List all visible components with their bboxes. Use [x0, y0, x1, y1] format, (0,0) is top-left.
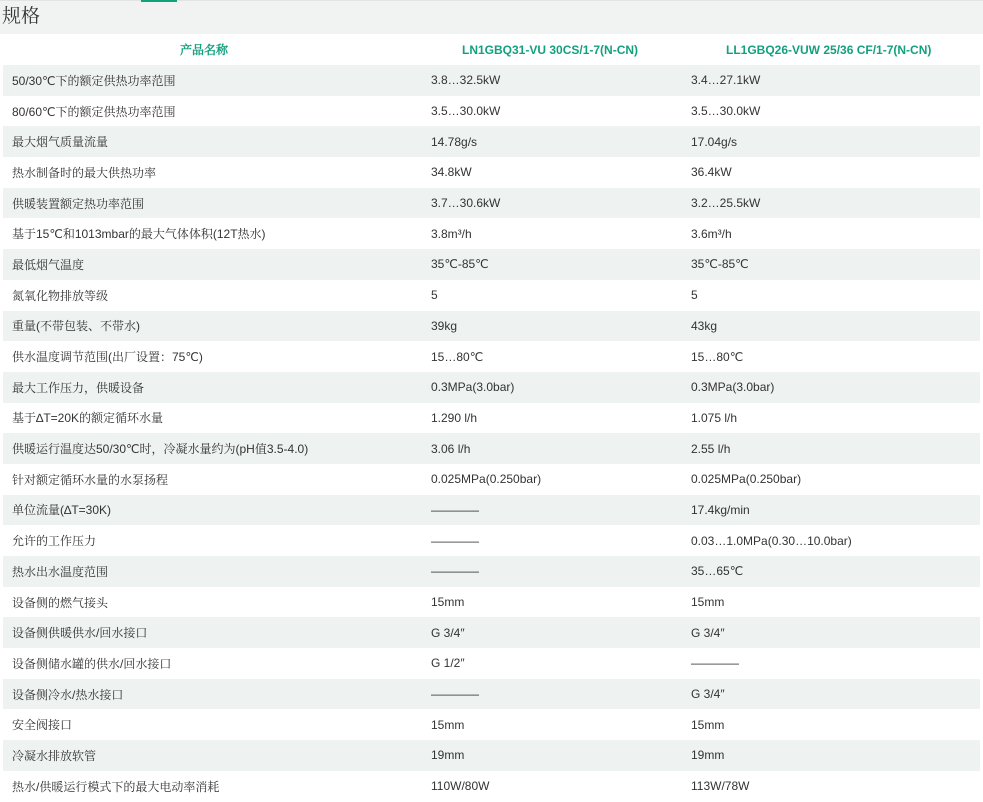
spec-value-model-2: 15mm [686, 587, 980, 618]
spec-value-model-1: 5 [425, 280, 686, 311]
spec-name: 安全阀接口 [3, 709, 425, 740]
spec-value-model-2: 2.55 l/h [686, 433, 980, 464]
table-row [3, 740, 980, 771]
table-row [3, 617, 980, 648]
spec-value-model-2: 17.4kg/min [686, 495, 980, 526]
spec-value-model-1: G 3/4″ [425, 617, 686, 648]
spec-name: 针对额定循环水量的水泵扬程 [3, 464, 425, 495]
spec-name: 设备侧的燃气接头 [3, 587, 425, 618]
spec-value-model-1: 35℃-85℃ [425, 249, 686, 280]
spec-value-model-2: 43kg [686, 311, 980, 342]
spec-value-model-1: 15mm [425, 709, 686, 740]
table-row [3, 679, 980, 710]
spec-value-model-2: 17.04g/s [686, 126, 980, 157]
spec-value-model-1: 34.8kW [425, 157, 686, 188]
spec-value-model-2: 36.4kW [686, 157, 980, 188]
spec-value-model-2: 0.03…1.0MPa(0.30…10.0bar) [686, 525, 980, 556]
table-row [3, 341, 980, 372]
spec-value-model-1: 3.7…30.6kW [425, 188, 686, 219]
spec-name: 最大工作压力，供暖设备 [3, 372, 425, 403]
table-row [3, 372, 980, 403]
spec-name: 设备侧供暖供水/回水接口 [3, 617, 425, 648]
spec-value-model-1: ———— [425, 495, 686, 526]
table-row [3, 525, 980, 556]
spec-value-model-1: 0.3MPa(3.0bar) [425, 372, 686, 403]
table-row [3, 249, 980, 280]
table-row [3, 771, 980, 802]
spec-value-model-2: 113W/78W [686, 771, 980, 802]
spec-name: 供暖运行温度达50/30℃时，冷凝水量约为(pH值3.5-4.0) [3, 433, 425, 464]
table-row [3, 648, 980, 679]
table-row [3, 96, 980, 127]
header-model-1: LN1GBQ31-VU 30CS/1-7(N-CN) [425, 34, 686, 65]
spec-value-model-2: G 3/4″ [686, 679, 980, 710]
spec-value-model-1: 1.290 l/h [425, 403, 686, 434]
spec-value-model-2: 35℃-85℃ [686, 249, 980, 280]
spec-value-model-1: 15…80℃ [425, 341, 686, 372]
spec-value-model-1: 19mm [425, 740, 686, 771]
header-product-name: 产品名称 [3, 34, 425, 65]
spec-value-model-1: G 1/2″ [425, 648, 686, 679]
table-row [3, 126, 980, 157]
active-tab-indicator [141, 0, 177, 2]
spec-name: 最低烟气温度 [3, 249, 425, 280]
spec-value-model-1: 110W/80W [425, 771, 686, 802]
spec-value-model-1: 3.8m³/h [425, 218, 686, 249]
spec-value-model-1: 15mm [425, 587, 686, 618]
table-row [3, 280, 980, 311]
table-row [3, 495, 980, 526]
spec-value-model-2: 3.2…25.5kW [686, 188, 980, 219]
table-row [3, 587, 980, 618]
spec-name: 设备侧冷水/热水接口 [3, 679, 425, 710]
table-row [3, 188, 980, 219]
spec-value-model-1: 3.5…30.0kW [425, 96, 686, 127]
spec-name: 热水/供暖运行模式下的最大电动率消耗 [3, 771, 425, 802]
table-row [3, 433, 980, 464]
title-bar [0, 0, 983, 34]
spec-name: 单位流量(∆T=30K) [3, 495, 425, 526]
spec-value-model-1: ———— [425, 525, 686, 556]
spec-name: 设备侧储水罐的供水/回水接口 [3, 648, 425, 679]
spec-value-model-2: ———— [686, 648, 980, 679]
spec-value-model-2: 15mm [686, 709, 980, 740]
spec-name: 热水制备时的最大供热功率 [3, 157, 425, 188]
spec-table [3, 34, 980, 802]
spec-value-model-1: 3.06 l/h [425, 433, 686, 464]
spec-name: 热水出水温度范围 [3, 556, 425, 587]
spec-value-model-2: 3.4…27.1kW [686, 65, 980, 96]
table-row [3, 709, 980, 740]
table-row [3, 65, 980, 96]
spec-name: 80/60℃下的额定供热功率范围 [3, 96, 425, 127]
spec-value-model-1: 14.78g/s [425, 126, 686, 157]
spec-value-model-2: 15…80℃ [686, 341, 980, 372]
spec-value-model-1: 39kg [425, 311, 686, 342]
spec-name: 氮氧化物排放等级 [3, 280, 425, 311]
spec-name: 50/30℃下的额定供热功率范围 [3, 65, 425, 96]
table-row [3, 311, 980, 342]
spec-name: 供暖装置额定热功率范围 [3, 188, 425, 219]
spec-value-model-1: ———— [425, 679, 686, 710]
spec-value-model-2: 35…65℃ [686, 556, 980, 587]
spec-value-model-1: 3.8…32.5kW [425, 65, 686, 96]
table-row [3, 556, 980, 587]
spec-name: 冷凝水排放软管 [3, 740, 425, 771]
spec-name: 允许的工作压力 [3, 525, 425, 556]
spec-name: 供水温度调节范围(出厂设置：75℃) [3, 341, 425, 372]
page-title: 规格 [2, 6, 41, 27]
spec-value-model-2: 1.075 l/h [686, 403, 980, 434]
table-row [3, 403, 980, 434]
spec-value-model-2: 0.025MPa(0.250bar) [686, 464, 980, 495]
spec-name: 基于15℃和1013mbar的最大气体体积(12T热水) [3, 218, 425, 249]
table-row [3, 218, 980, 249]
spec-value-model-2: G 3/4″ [686, 617, 980, 648]
table-row [3, 157, 980, 188]
table-row [3, 464, 980, 495]
spec-value-model-1: 0.025MPa(0.250bar) [425, 464, 686, 495]
spec-value-model-2: 5 [686, 280, 980, 311]
spec-name: 最大烟气质量流量 [3, 126, 425, 157]
spec-name: 重量(不带包装、不带水) [3, 311, 425, 342]
header-model-2: LL1GBQ26-VUW 25/36 CF/1-7(N-CN) [686, 34, 980, 65]
spec-value-model-2: 19mm [686, 740, 980, 771]
spec-value-model-2: 3.6m³/h [686, 218, 980, 249]
spec-name: 基于∆T=20K的额定循环水量 [3, 403, 425, 434]
spec-value-model-2: 0.3MPa(3.0bar) [686, 372, 980, 403]
table-header-row [3, 34, 980, 65]
spec-value-model-1: ———— [425, 556, 686, 587]
spec-value-model-2: 3.5…30.0kW [686, 96, 980, 127]
